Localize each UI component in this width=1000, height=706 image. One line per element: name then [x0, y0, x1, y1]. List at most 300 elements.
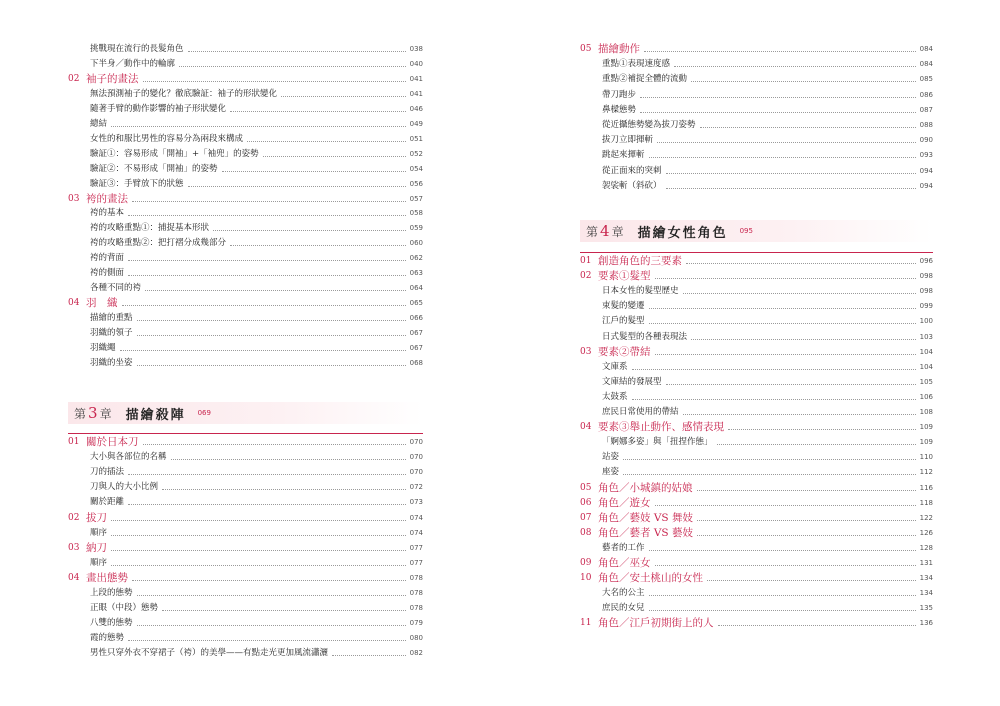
page-number: 051: [409, 134, 423, 143]
page-number: 079: [409, 619, 423, 628]
toc-section: [68, 192, 423, 207]
entry-title: 庶民日常使用的帶結: [602, 407, 679, 417]
page-number: 078: [409, 604, 423, 613]
entry-title: 驗証②：不易形成「開袖」的姿勢: [90, 163, 218, 174]
page-number: 116: [919, 483, 933, 492]
entry-title: 角色／遊女: [598, 496, 651, 509]
section-number: 03: [580, 346, 592, 357]
entry-title: 刀的插法: [90, 467, 125, 478]
entry-title: 總結: [90, 118, 108, 129]
page-number: 094: [919, 181, 933, 190]
chapter-title: 描繪殺陣: [125, 407, 186, 423]
page-number: 070: [409, 468, 423, 477]
entry-title: 鼻樑態勢: [602, 104, 637, 115]
toc-entry: [580, 284, 933, 299]
page-number: 084: [919, 60, 933, 69]
page-number: 128: [919, 543, 933, 552]
entry-title: 羽織繩: [90, 343, 116, 353]
entry-title: 八雙的態勢: [90, 618, 133, 629]
entry-title: 從近攝態勢變為拔刀姿勢: [602, 120, 696, 130]
toc-entry: [580, 541, 933, 556]
entry-title: 納刀: [86, 541, 107, 554]
dot-leader: [623, 474, 916, 475]
dot-leader: [644, 51, 916, 52]
dot-leader: [128, 474, 406, 475]
page-number: 134: [919, 589, 933, 598]
entry-title: 要素②帶結: [598, 345, 651, 358]
entry-title: 跳起來揮斬: [602, 150, 645, 161]
dot-leader: [162, 610, 406, 611]
toc-entry: [580, 314, 933, 329]
toc-entry: [68, 147, 423, 162]
toc-entry: [580, 299, 933, 314]
entry-title: 重點②補捉全體的流動: [602, 74, 688, 85]
page-number: 103: [919, 332, 933, 341]
dot-leader: [683, 414, 916, 415]
toc-entry: [580, 360, 933, 375]
entry-title: 順序: [90, 557, 108, 568]
section-number: 05: [580, 482, 592, 493]
entry-title: 上段的態勢: [90, 588, 133, 598]
entry-title: 關於距離: [90, 497, 125, 508]
toc-entry: [580, 330, 933, 345]
dot-leader: [137, 365, 406, 366]
toc-entry: [580, 164, 933, 179]
entry-title: 霞的態勢: [90, 633, 125, 644]
page-number: 118: [919, 498, 933, 507]
entry-title: 正眼（中段）態勢: [90, 603, 159, 614]
toc-entry: [68, 311, 423, 326]
page-number: 072: [409, 483, 423, 492]
toc-section: [68, 511, 423, 526]
dot-leader: [640, 97, 916, 98]
entry-title: 「婀娜多姿」與「扭捏作態」: [602, 437, 713, 448]
page-number: 038: [409, 45, 423, 53]
dot-leader: [128, 504, 406, 505]
dot-leader: [655, 565, 916, 566]
entry-title: 角色／江戶初期街上的人: [598, 617, 714, 630]
page-number: 109: [919, 423, 933, 432]
entry-title: 羽織的領子: [90, 328, 133, 339]
page-number: 046: [409, 104, 423, 113]
chapter-3-header: [68, 402, 423, 424]
toc-entry: [68, 221, 423, 236]
toc-section: [68, 541, 423, 556]
chapter-4-header: [580, 220, 933, 242]
dot-leader: [649, 550, 916, 551]
entry-title: 大名的公主: [602, 588, 645, 599]
entry-title: 各種不同的袴: [90, 283, 142, 294]
page-number: 088: [919, 121, 933, 129]
dot-leader: [686, 263, 916, 264]
dot-leader: [649, 308, 916, 309]
dot-leader: [655, 278, 916, 279]
dot-leader: [188, 51, 406, 52]
dot-leader: [128, 275, 406, 276]
dot-leader: [132, 580, 406, 581]
toc-section: [68, 571, 423, 586]
toc-section: [68, 296, 423, 311]
toc-section: [580, 254, 933, 269]
page-number: 099: [919, 302, 933, 311]
section-number: 01: [68, 437, 80, 447]
dot-leader: [179, 66, 406, 67]
entry-title: 重點①表現速度感: [602, 59, 671, 70]
page-number: 078: [409, 589, 423, 597]
page-number: 062: [409, 254, 423, 263]
toc-entry: [68, 480, 423, 495]
page-number: 063: [409, 269, 423, 278]
entry-title: 江戶的髮型: [602, 316, 645, 327]
toc-entry: [580, 118, 933, 133]
toc-entry: [68, 281, 423, 296]
entry-title: 日式髮型的各種表現法: [602, 331, 688, 342]
entry-title: 順序: [90, 527, 108, 538]
entry-title: 角色／巫女: [598, 557, 651, 569]
dot-leader: [111, 565, 406, 566]
page-number: 104: [919, 362, 933, 371]
entry-title: 袴的側面: [90, 268, 125, 279]
entry-title: 藝者的工作: [602, 542, 645, 553]
entry-title: 挑戰現在流行的長髮角色: [90, 44, 184, 54]
toc-entry: [580, 88, 933, 103]
entry-title: 畫出態勢: [86, 571, 128, 584]
dot-leader: [128, 260, 406, 261]
toc-entry: [580, 72, 933, 87]
entry-title: 袴的基本: [90, 208, 125, 219]
toc-section: [580, 269, 933, 284]
entry-title: 描繪動作: [598, 43, 640, 55]
dot-leader: [649, 157, 916, 158]
entry-title: 帶刀跑步: [602, 89, 637, 100]
entry-title: 束髮的變遷: [602, 301, 645, 312]
entry-title: 文庫系: [602, 361, 628, 372]
page-number: 066: [409, 314, 423, 323]
toc-section: [580, 345, 933, 360]
toc-section: [580, 481, 933, 496]
dot-leader: [111, 126, 406, 127]
entry-title: 刀與人的大小比例: [90, 482, 159, 493]
entry-title: 站姿: [602, 452, 620, 463]
toc-section: [580, 42, 933, 57]
toc-section: [580, 526, 933, 541]
entry-title: 拔刀立即揮斬: [602, 135, 654, 146]
entry-title: 關於日本刀: [86, 436, 139, 448]
section-number: 04: [580, 422, 592, 433]
entry-title: 角色／藝妓 VS 舞妓: [598, 511, 693, 524]
dot-leader: [230, 245, 406, 246]
page-number: 100: [919, 317, 933, 326]
entry-title: 袖子的畫法: [86, 72, 139, 85]
entry-title: 無法預測袖子的變化？徹底驗証：袖子的形狀變化: [90, 88, 278, 99]
page-number: 110: [919, 453, 933, 462]
dot-leader: [623, 459, 916, 460]
chapter-label: 第 3 章: [74, 404, 112, 422]
dot-leader: [649, 323, 916, 324]
entry-title: 羽 織: [86, 297, 118, 310]
page-number: 049: [409, 119, 423, 128]
dot-leader: [111, 535, 406, 536]
dot-leader: [700, 127, 916, 128]
entry-title: 拔刀: [86, 511, 107, 524]
toc-entry: [68, 132, 423, 147]
toc-entry: [68, 465, 423, 480]
entry-title: 袴的畫法: [86, 192, 128, 205]
toc-entry: [580, 179, 933, 194]
page-number: 065: [409, 299, 423, 308]
entry-title: 驗証①：容易形成「開袖」+「袖兜」的姿勢: [90, 148, 259, 159]
dot-leader: [697, 520, 916, 521]
dot-leader: [649, 610, 916, 611]
entry-title: 描繪的重點: [90, 313, 133, 324]
page-number: 096: [919, 257, 933, 265]
entry-title: 庶民的女兒: [602, 603, 645, 614]
page-number: 131: [919, 559, 933, 567]
dot-leader: [655, 505, 916, 506]
page-number: 077: [409, 558, 423, 567]
page-number: 108: [919, 408, 933, 416]
dot-leader: [632, 399, 916, 400]
page-number: 056: [409, 179, 423, 188]
section-number: 02: [580, 271, 592, 282]
dot-leader: [649, 595, 916, 596]
toc-entry: [580, 390, 933, 405]
page-number: 060: [409, 239, 423, 248]
page-number: 094: [919, 166, 933, 175]
dot-leader: [717, 444, 916, 445]
page-number: 082: [409, 649, 423, 658]
toc-entry: [580, 601, 933, 616]
toc-section: [580, 496, 933, 511]
chapter-page-number: 069: [197, 409, 211, 417]
toc-entry: [68, 42, 423, 57]
dot-leader: [263, 156, 406, 157]
page-number: 104: [919, 347, 933, 356]
dot-leader: [707, 580, 916, 581]
toc-section: [580, 420, 933, 435]
dot-leader: [188, 186, 406, 187]
page-number: 054: [409, 164, 423, 173]
toc-section: [580, 511, 933, 526]
toc-entry: [68, 646, 423, 661]
page-number: 057: [409, 194, 423, 203]
dot-leader: [222, 171, 406, 172]
dot-leader: [666, 188, 916, 189]
dot-leader: [143, 81, 406, 82]
dot-leader: [697, 535, 916, 536]
toc-entry: [68, 251, 423, 266]
page-number: 064: [409, 284, 423, 293]
toc-section: [580, 571, 933, 586]
page-number: 090: [919, 136, 933, 145]
toc-entry: [580, 133, 933, 148]
entry-title: 從正面來的突刺: [602, 165, 662, 176]
toc-entry: [580, 405, 933, 420]
toc-entry: [580, 465, 933, 480]
dot-leader: [657, 142, 916, 143]
dot-leader: [697, 490, 916, 491]
dot-leader: [143, 444, 406, 445]
toc-entry: [68, 87, 423, 102]
dot-leader: [281, 96, 406, 97]
page-number: 073: [409, 498, 423, 507]
entry-title: 男性只穿外衣不穿裙子（袴）的美學——有點走光更加風流瀟灑: [90, 648, 329, 659]
dot-leader: [666, 384, 916, 385]
toc-entry: [580, 435, 933, 450]
page-number: 067: [409, 329, 423, 338]
dot-leader: [666, 173, 916, 174]
toc-entry: [68, 162, 423, 177]
entry-title: 驗証③：手臂放下的狀態: [90, 178, 184, 189]
toc-entry: [68, 266, 423, 281]
page-number: 126: [919, 528, 933, 537]
section-number: 04: [68, 572, 80, 583]
toc-entry: [68, 631, 423, 646]
dot-leader: [674, 66, 916, 67]
section-number: 02: [68, 512, 80, 523]
toc-entry: [68, 616, 423, 631]
page-number: 135: [919, 604, 933, 613]
entry-title: 要素①髮型: [598, 270, 651, 283]
dot-leader: [128, 215, 406, 216]
toc-entry: [68, 341, 423, 356]
page-number: 078: [409, 573, 423, 582]
dot-leader: [332, 655, 406, 656]
page-number: 068: [409, 358, 423, 367]
toc-entry: [580, 375, 933, 390]
page-number: 098: [919, 272, 933, 281]
divider-line: [580, 252, 933, 253]
toc-entry: [68, 601, 423, 616]
dot-leader: [137, 335, 406, 336]
page-number: 105: [919, 377, 933, 386]
dot-leader: [728, 429, 916, 430]
toc-entry: [68, 117, 423, 132]
entry-title: 大小與各部位的名稱: [90, 452, 167, 463]
toc-entry: [68, 177, 423, 192]
page-number: 080: [409, 634, 423, 643]
page-number: 136: [919, 619, 933, 628]
page-number: 077: [409, 543, 423, 552]
toc-entry: [68, 57, 423, 72]
dot-leader: [120, 350, 406, 351]
page-number: 087: [919, 105, 933, 114]
dot-leader: [718, 625, 916, 626]
page-number: 109: [919, 438, 933, 447]
entry-title: 文庫結的發展型: [602, 376, 662, 387]
dot-leader: [171, 459, 406, 460]
toc-entry: [580, 450, 933, 465]
toc-entry: [68, 236, 423, 251]
page-number: 070: [409, 438, 423, 446]
dot-leader: [132, 201, 406, 202]
page-number: 052: [409, 149, 423, 158]
page-number: 134: [919, 574, 933, 583]
toc-entry: [68, 206, 423, 221]
entry-title: 袴的攻略重點②：把打褶分成幾部分: [90, 238, 227, 249]
toc-entry: [68, 356, 423, 371]
page-number: 059: [409, 224, 423, 233]
page-number: 040: [409, 59, 423, 68]
entry-title: 太鼓系: [602, 391, 628, 402]
dot-leader: [137, 625, 406, 626]
section-number: 10: [580, 573, 592, 584]
toc-section: [68, 435, 423, 450]
page-number: 067: [409, 344, 423, 352]
toc-entry: [580, 586, 933, 601]
dot-leader: [145, 290, 406, 291]
toc-section: [68, 72, 423, 87]
page-number: 070: [409, 453, 423, 462]
section-number: 11: [580, 618, 592, 629]
section-number: 03: [68, 542, 80, 553]
dot-leader: [137, 320, 406, 321]
toc-entry: [68, 326, 423, 341]
toc-entry: [68, 495, 423, 510]
section-number: 05: [580, 44, 592, 54]
dot-leader: [655, 354, 916, 355]
section-number: 04: [68, 298, 80, 309]
entry-title: 袴的攻略重點①：捕捉基本形狀: [90, 223, 210, 234]
chapter-label: 第 4 章: [586, 222, 624, 240]
page-number: 074: [409, 513, 423, 522]
dot-leader: [632, 369, 916, 370]
dot-leader: [111, 550, 406, 551]
dot-leader: [128, 640, 406, 641]
toc-entry: [580, 148, 933, 163]
toc-entry: [68, 526, 423, 541]
page-number: 084: [919, 45, 933, 53]
entry-title: 座姿: [602, 467, 620, 478]
toc-entry: [580, 57, 933, 72]
toc-section: [580, 616, 933, 631]
page-number: 122: [919, 513, 933, 522]
entry-title: 下半身／動作中的輪廓: [90, 58, 176, 69]
section-number: 01: [580, 256, 592, 266]
entry-title: 日本女性的髮型歷史: [602, 286, 679, 297]
dot-leader: [691, 339, 916, 340]
divider-line: [68, 433, 423, 434]
page-number: 041: [409, 89, 423, 98]
section-number: 08: [580, 527, 592, 538]
toc-entry: [580, 103, 933, 118]
dot-leader: [691, 81, 916, 82]
dot-leader: [162, 489, 406, 490]
section-number: 03: [68, 193, 80, 204]
toc-section: [580, 556, 933, 571]
section-number: 07: [580, 512, 592, 523]
dot-leader: [247, 141, 406, 142]
entry-title: 袈裟斬（斜砍）: [602, 180, 662, 191]
toc-entry: [68, 586, 423, 601]
dot-leader: [213, 230, 406, 231]
page-number: 093: [919, 151, 933, 160]
toc-entry: [68, 102, 423, 117]
page-number: 041: [409, 74, 423, 83]
page-number: 086: [919, 90, 933, 99]
entry-title: 角色／藝者 VS 藝妓: [598, 526, 693, 539]
dot-leader: [640, 112, 916, 113]
dot-leader: [230, 111, 406, 112]
entry-title: 創造角色的三要素: [598, 255, 682, 267]
page-number: 106: [919, 392, 933, 401]
section-number: 02: [68, 73, 80, 84]
entry-title: 角色／安土桃山的女性: [598, 572, 703, 585]
entry-title: 要素③舉止動作、感情表現: [598, 421, 724, 434]
page-number: 074: [409, 528, 423, 537]
dot-leader: [137, 595, 406, 596]
entry-title: 袴的背面: [90, 253, 125, 264]
